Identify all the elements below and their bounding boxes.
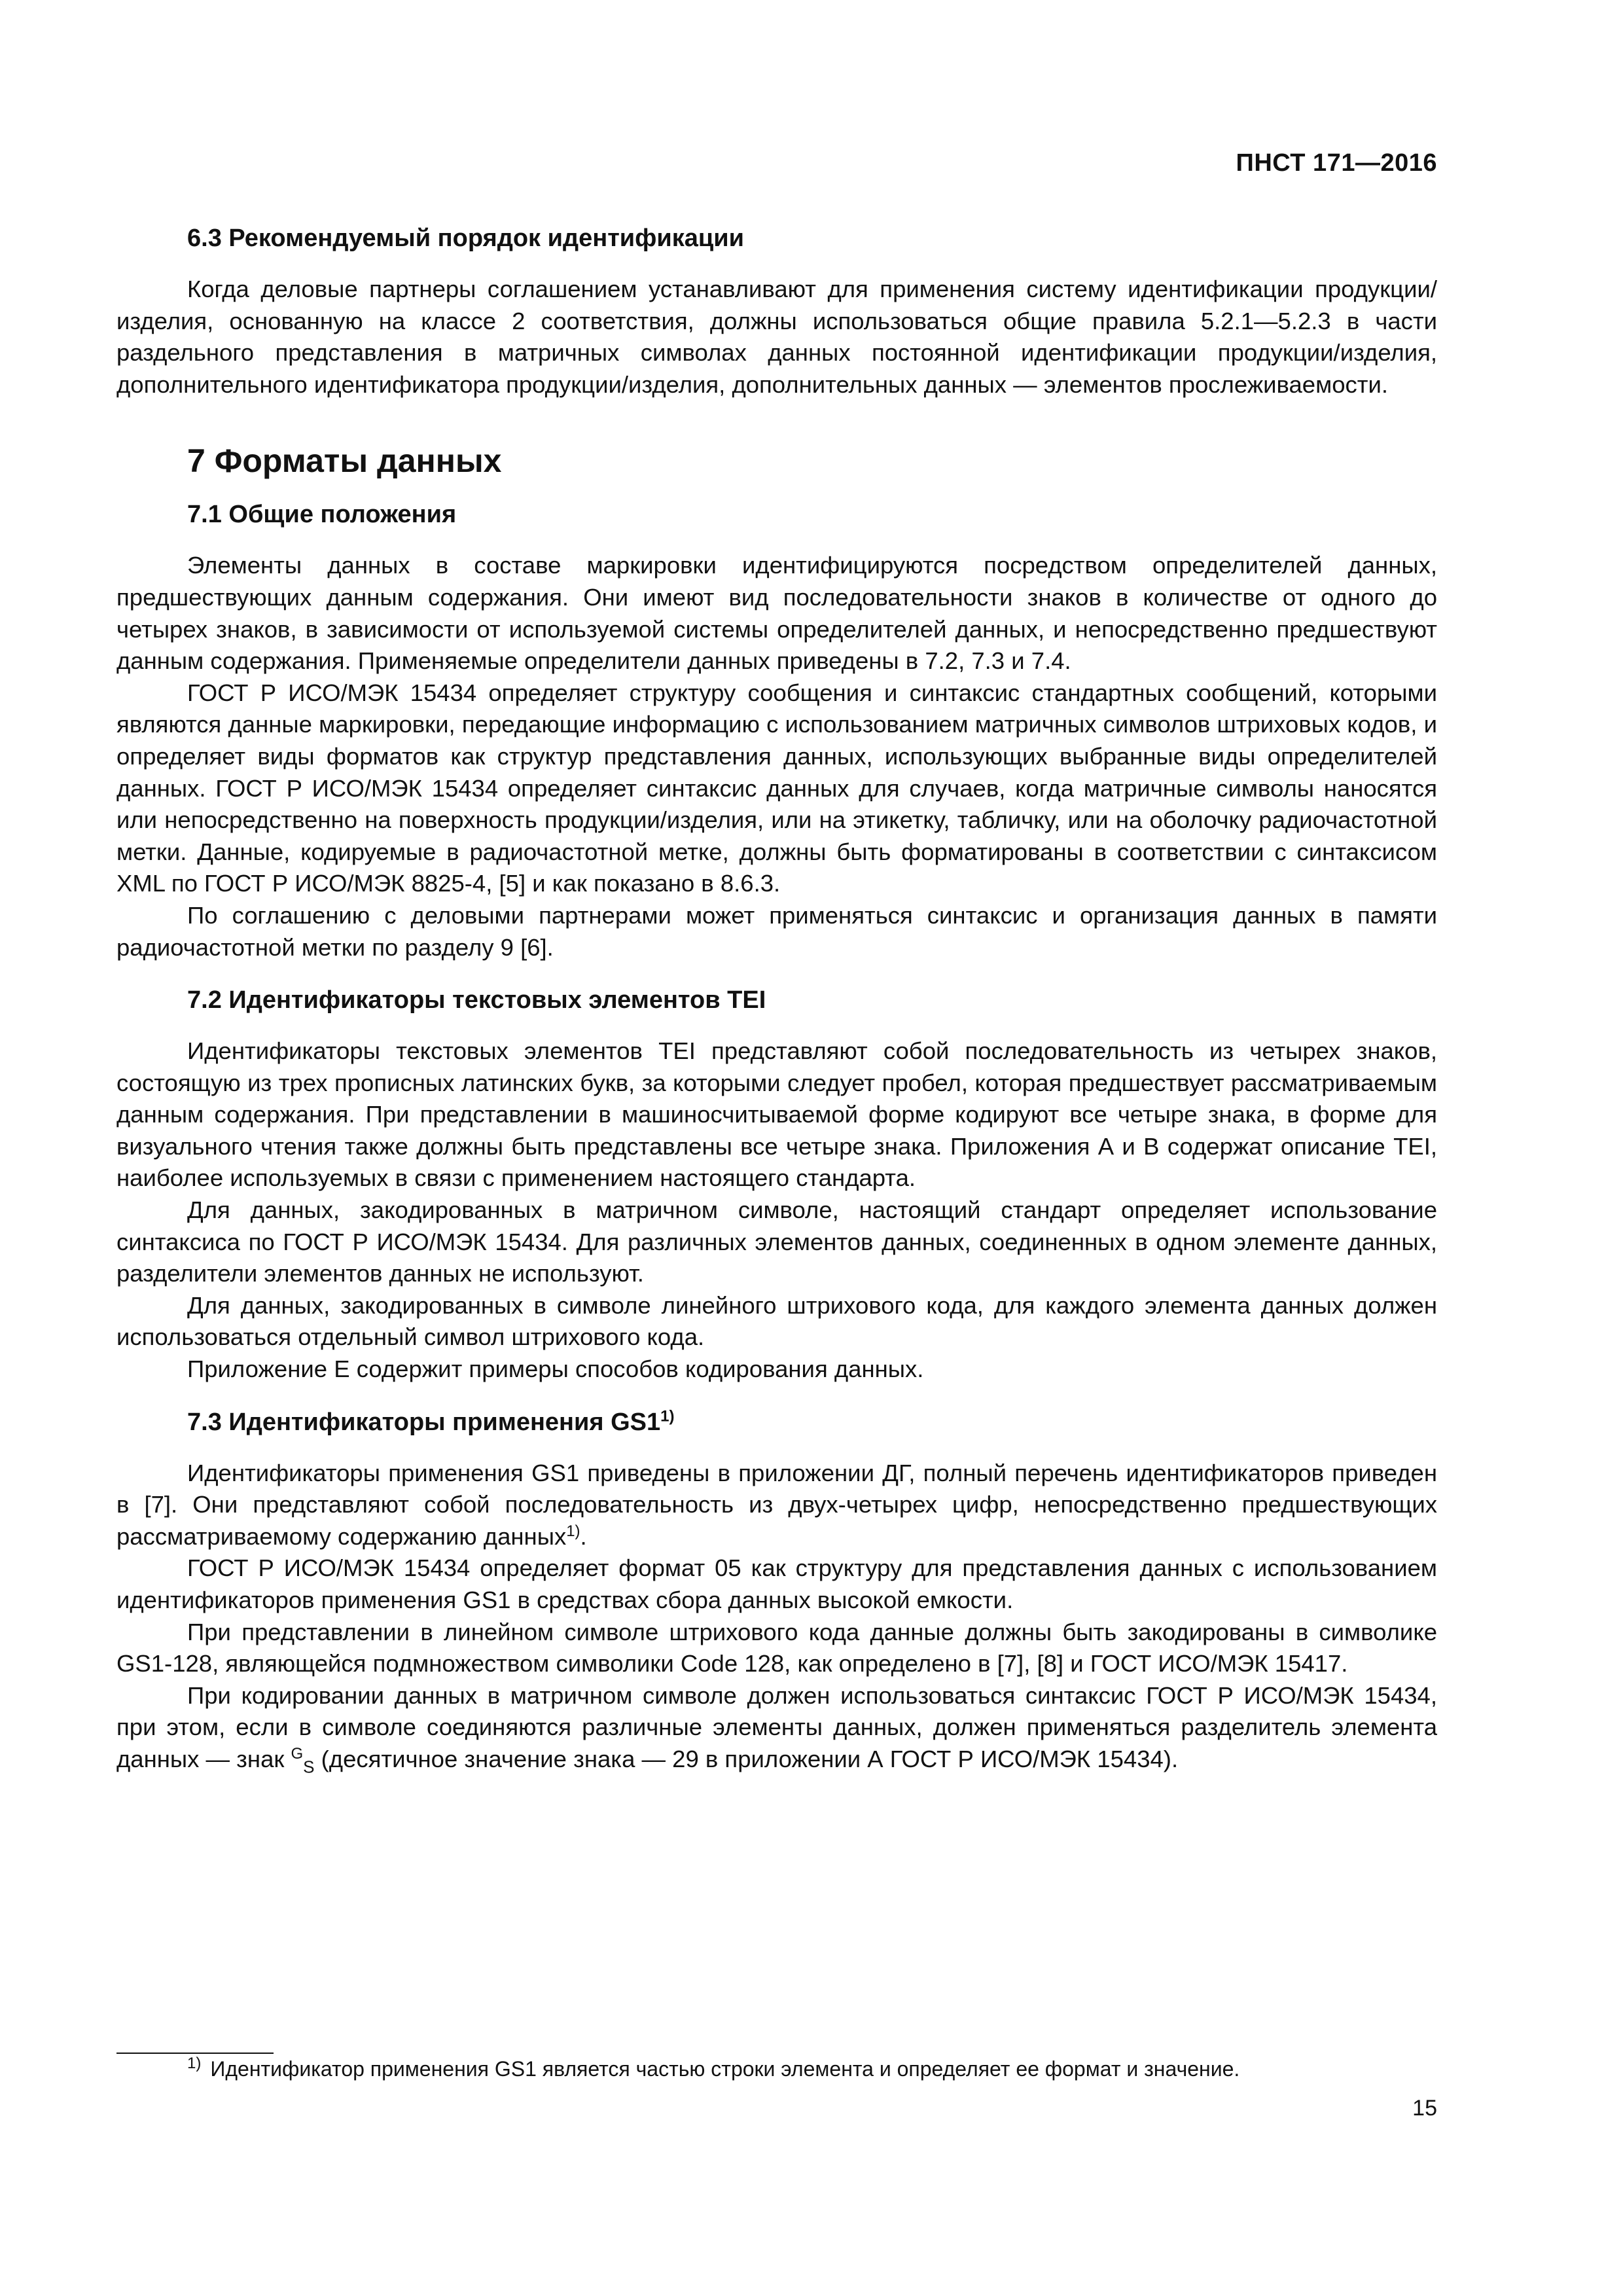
document-body [116,221,1437,1776]
footnote-mark: 1) [187,2054,202,2073]
page-number: 15 [1412,2096,1437,2121]
section-7-2-paragraph-2: Для данных, закодированных в матричном символе, настоящий стандарт определяет использование синтаксиса по ГОСТ Р ИСО/МЭК 15434. Для различных элементов данных, соединенных в одном элементе данных, разделители элементов данных не используют. [116,1196,1437,1287]
section-7-3-paragraph-2: ГОСТ Р ИСО/МЭК 15434 определяет формат 05 как структуру для представления данных с использованием идентификаторов применения GS1 в средствах сбора данных высокой емкости. [116,1554,1437,1613]
section-7-3-paragraph-4-text-a: При кодировании данных в матричном символе должен использоваться синтаксис ГОСТ Р ИСО/МЭК 15434, при этом, если в символе соединяются различные элементы данных, должен применяться разделитель элемента данных — знак [116,1681,1437,1772]
section-7-3-heading-text: 7.3 Идентификаторы применения GS1 [187,1408,661,1436]
gs-symbol-g: G [291,1744,304,1763]
section-7-1-heading: 7.1 Общие положения [187,501,457,529]
section-7-3-paragraph-1-text: Идентификаторы применения GS1 приведены в приложении ДГ, полный перечень идентификаторов приведен в [7]. Они представляют собой последовательность из двух-четырех цифр, непосредственно предшествующих рассматриваемому содержанию данных [116,1459,1437,1550]
section-7-1-paragraph-1: Элементы данных в составе маркировки идентифицируются посредством определителей данных, предшествующих данным содержания. Они имеют вид последовательности знаков в количестве от одного до четырех знаков, в зависимости от используемой системы определителей данных, и непосредственно предшествуют данным содержания. Применяемые определители данных приведены в 7.2, 7.3 и 7.4. [116,552,1437,675]
section-7-2-heading: 7.2 Идентификаторы текстовых элементов TEI [187,986,766,1014]
section-7-2-paragraph-4: Приложение Е содержит примеры способов кодирования данных. [187,1355,924,1383]
section-7-1-paragraph-2: ГОСТ Р ИСО/МЭК 15434 определяет структуру сообщения и синтаксис стандартных сообщений, которыми являются данные маркировки, передающие информацию с использованием матричных символов штриховых кодов, и определяет виды форматов как структур представления данных, использующих выбранные виды определителей данных. ГОСТ Р ИСО/МЭК 15434 определяет синтаксис данных для случаев, когда матричные символы наносятся или непосредственно на поверхность продукции/изделия, или на этикетку, табличку, или на оболочку радиочастотной метки. Данные, кодируемые в радиочастотной метке, должны быть форматированы в соответствии с синтаксисом XML по ГОСТ Р ИСО/МЭК 8825-4, [5] и как показано в 8.6.3. [116,679,1437,897]
footnote-separator [116,2053,274,2054]
gs-symbol-s: S [303,1757,315,1777]
document-page [116,0,1437,2296]
section-7-3-paragraph-3: При представлении в линейном символе штрихового кода данные должны быть закодированы в символике GS1-128, являющейся подмножеством символики Code 128, как определено в [7], [8] и ГОСТ ИСО/МЭК 15417. [116,1618,1437,1677]
section-7-3-paragraph-1 [116,1458,1437,1553]
footnote-reference: 1) [566,1522,580,1540]
section-7-1-paragraph-3: По соглашению с деловыми партнерами может применяться синтаксис и организация данных в памяти радиочастотной метки по разделу 9 [6]. [116,901,1437,961]
section-7-3-paragraph-1-end: . [580,1522,587,1550]
section-7-2-paragraph-3: Для данных, закодированных в символе линейного штрихового кода, для каждого элемента данных должен использоваться отдельный символ штрихового кода. [116,1291,1437,1351]
document-code: ПНСТ 171—2016 [1236,149,1437,177]
section-7-3-paragraph-4 [116,1680,1437,1776]
footnote-text: Идентификатор применения GS1 является частью строки элемента и определяет ее формат и значение. [210,2057,1240,2081]
section-6-3-paragraph-1: Когда деловые партнеры соглашением устанавливают для применения систему идентификации продукции/изделия, основанную на классе 2 соответствия, должны использоваться общие правила 5.2.1—5.2.3 в части раздельного представления в матричных символах данных постоянной идентификации продукции/изделия, дополнительного идентификатора продукции/изделия, дополнительных данных — элементов прослеживаемости. [116,276,1437,398]
section-6-3-heading: 6.3 Рекомендуемый порядок идентификации [187,224,745,252]
footnote-reference: 1) [660,1407,675,1425]
section-7-3-paragraph-4-text-b: (десятичное значение знака — 29 в приложении А ГОСТ Р ИСО/МЭК 15434). [314,1745,1179,1772]
section-7-3-heading [116,1405,1437,1439]
footnote [187,2055,1240,2083]
section-7-2-paragraph-1: Идентификаторы текстовых элементов TEI представляют собой последовательность из четырех знаков, состоящую из трех прописных латинских букв, за которыми следует пробел, которая предшествует рассматриваемым данным содержания. При представлении в машиносчитываемой форме кодируют все четыре знака, в форме для визуального чтения также должны быть представлены все четыре знака. Приложения А и В содержат описание TEI, наиболее используемых в связи с применением настоящего стандарта. [116,1037,1437,1192]
section-7-heading: 7 Форматы данных [187,442,502,480]
